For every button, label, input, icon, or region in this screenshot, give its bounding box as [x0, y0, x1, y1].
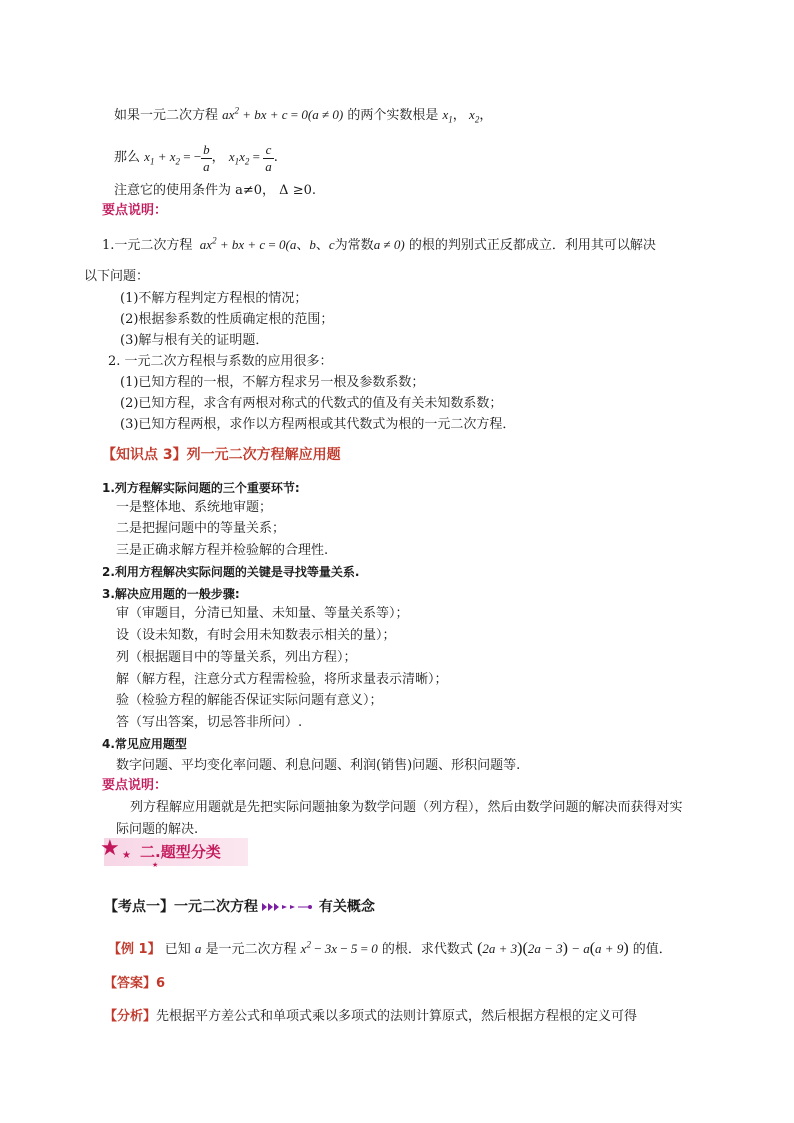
- theorem-line-1: 如果一元二次方程 $ax^2$ + bx + c = 0(a ≠ 0) 的两个实数根是 $x_1$， $x_2$，: [114, 105, 493, 125]
- kp3-section-3: 3.解决应用题的一般步骤:: [102, 587, 240, 601]
- kp3-note-label: 要点说明：: [102, 778, 168, 793]
- small-star-icon: ★: [122, 850, 131, 861]
- note-item-1-cont: 以下问题：: [84, 269, 150, 284]
- example-text: 已知: [164, 942, 191, 957]
- kp3-s1-item-1: 一是整体地、系统地审题；: [116, 500, 273, 515]
- arrows-icon: [262, 902, 314, 912]
- note-text: 1.一元二次方程: [102, 238, 193, 253]
- theorem-text: 那么: [114, 150, 141, 165]
- theorem-text: 如果一元二次方程: [114, 108, 219, 123]
- example-text: 的值．: [632, 942, 672, 957]
- kp3-section-1: 1.列方程解实际问题的三个重要环节:: [102, 481, 300, 495]
- kp3-section-2: 2.利用方程解决实际问题的关键是寻找等量关系.: [102, 565, 360, 579]
- note-item-1: 1.一元二次方程 $ax^2$ + bx + c = 0(a、b、c为常数a ≠ 0) 的根的判别式正反都成立．利用其可以解决: [102, 235, 656, 253]
- note-item-2: 2. 一元二次方程根与系数的应用很多：: [108, 354, 333, 369]
- note-sub-1: (1)不解方程判定方程根的情况；: [120, 291, 308, 306]
- note-sub2-3: (3)已知方程两根，求作以方程两根或其代数式为根的一元二次方程．: [120, 417, 516, 432]
- analysis-label: 【分析】: [104, 1009, 157, 1024]
- step-she: 设（设未知数，有时会用未知数表示相关的量）；: [116, 628, 396, 643]
- note-text: 为常数: [334, 238, 374, 253]
- theorem-text: 的两个实数根是: [347, 108, 439, 123]
- analysis-text: 先根据平方差公式和单项式乘以多项式的法则计算原式，然后根据方程根的定义可得: [156, 1009, 638, 1024]
- answer-value: 6: [156, 976, 166, 991]
- star-icon: ★: [100, 836, 120, 861]
- usage-condition: 注意它的使用条件为 a≠0， Δ ≥0.: [114, 183, 316, 198]
- step-jie: 解（解方程，注意分式方程需检验，将所求量表示清晰）；: [116, 672, 448, 687]
- theorem-line-2: 那么 $x_1 + x_2$ = − $\frac{b}{a}$ ， $x_1x_2$ = $\frac{c}{a}$ .: [114, 141, 278, 174]
- example-equation: $x^2 - 3x - 5 = 0$: [300, 939, 378, 956]
- answer: [104, 975, 165, 993]
- step-shen: 审（审题目，分清已知量、未知量、等量关系等）；: [116, 606, 409, 621]
- step-yan: 验（检验方程的解能否保证实际问题有意义）；: [116, 693, 383, 708]
- kp3-s4-text: 数字问题、平均变化率问题、利息问题、利润(销售)问题、形积问题等.: [116, 758, 521, 773]
- section-2-title: 二.题型分类: [140, 843, 221, 861]
- tiny-star-icon: ★: [152, 861, 159, 869]
- example-text: 是一元二次方程: [205, 942, 297, 957]
- kp3-note-text-1: 列方程解应用题就是先把实际问题抽象为数学问题（列方程），然后由数学问题的解决而获得对实: [130, 800, 683, 815]
- note-sub2-2: (2)已知方程，求含有两根对称式的代数式的值及有关未知数系数；: [120, 396, 503, 411]
- exam-point-text: 【考点一】一元二次方程: [104, 899, 258, 915]
- kp3-s1-item-3: 三是正确求解方程并检验解的合理性.: [116, 543, 329, 558]
- step-da: 答（写出答案，切忌答非所问）.: [116, 715, 303, 730]
- knowledge-point-3-title: 【知识点 3】列一元二次方程解应用题: [102, 447, 341, 463]
- kp3-note-text-2: 际问题的解决.: [116, 822, 199, 837]
- key-points-label: 要点说明：: [102, 203, 168, 218]
- kp3-section-4: 4.常见应用题型: [102, 737, 187, 751]
- answer-label: 【答案】: [104, 976, 157, 991]
- vieta-sum: $x_1 + x_2$ = − $\frac{b}{a}$: [144, 141, 210, 174]
- vieta-product: $x_1x_2$ = $\frac{c}{a}$: [228, 141, 272, 174]
- example-1: 【例 1】 已知 a 是一元二次方程 $x^2 - 3x - 5 = 0$ 的根．求代数式 (2a + 3)(2a − 3) − a(a + 9) 的值．: [108, 939, 672, 957]
- exam-point-1: [104, 898, 375, 916]
- equation-discriminant: $ax^2$ + bx + c = 0(a、b、c: [196, 235, 335, 252]
- note-sub2-1: (1)已知方程的一根，不解方程求另一根及参数系数；: [120, 375, 425, 390]
- note-sub-3: (3)解与根有关的证明题．: [120, 333, 269, 348]
- example-label: 【例 1】: [108, 942, 161, 957]
- example-text: 的根．求代数式: [381, 942, 473, 957]
- kp3-s1-item-2: 二是把握问题中的等量关系；: [116, 521, 286, 536]
- roots-symbols: $x_1$， $x_2$: [442, 107, 480, 125]
- note-text: 的根的判别式正反都成立．利用其可以解决: [408, 238, 656, 253]
- exam-point-text: 有关概念: [318, 899, 375, 915]
- step-lie: 列（根据题目中的等量关系，列出方程）；: [116, 650, 357, 665]
- analysis: [104, 1008, 637, 1026]
- note-sub-2: (2)根据参系数的性质确定根的范围；: [120, 312, 334, 327]
- equation-general: $ax^2$ + bx + c = 0(a ≠ 0): [222, 105, 344, 122]
- example-expression: (2a + 3)(2a − 3) − a(a + 9): [477, 940, 629, 957]
